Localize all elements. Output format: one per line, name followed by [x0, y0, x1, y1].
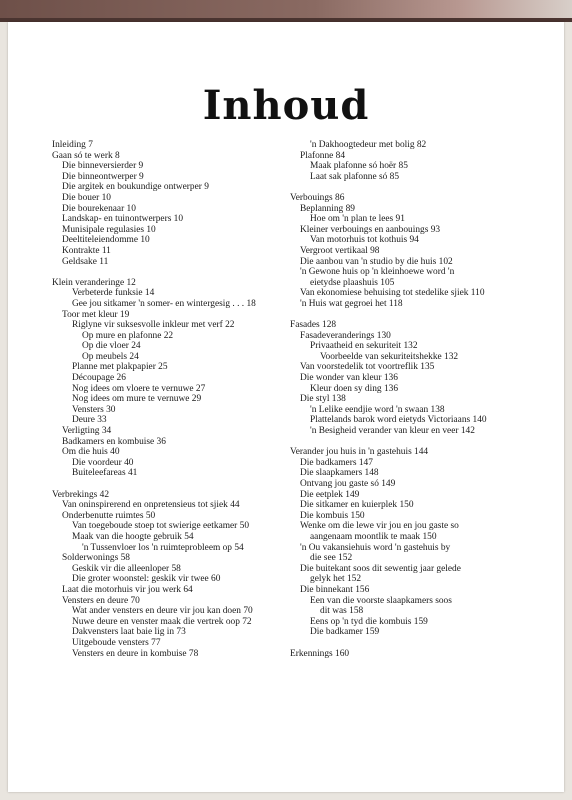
- toc-entry: 'n Tussenvloer los 'n ruimteprobleem op 54: [82, 542, 244, 553]
- toc-entry: Die binneversierder 9: [62, 161, 144, 172]
- toc-entry: Buiteleefareas 41: [72, 468, 138, 479]
- section-gap: [52, 479, 292, 490]
- toc-chapter-entry: Inleiding 7: [52, 140, 93, 150]
- toc-entry: Vensters 30: [72, 404, 116, 415]
- toc-entry: Van voorstedelik tot voortreflik 135: [300, 362, 435, 373]
- toc-entry: Badkamers en kombuise 36: [62, 436, 166, 447]
- section-gap: [290, 638, 530, 649]
- toc-chapter-entry: Verbouings 86: [290, 192, 345, 203]
- toc-entry: Laat die motorhuis vir jou werk 64: [62, 584, 193, 595]
- toc-chapter-entry: Gaan só te werk 8: [52, 150, 120, 161]
- toc-right-column: [290, 140, 530, 659]
- toc-entry: Wat ander vensters en deure vir jou kan doen 70: [72, 606, 253, 617]
- toc-entry: Voorbeelde van sekuriteitshekke 132: [320, 351, 459, 362]
- toc-entry: Fasadeveranderings 130: [300, 330, 391, 341]
- toc-entry: Gee jou sitkamer 'n somer- en wintergesig . . . 18: [72, 298, 256, 309]
- toc-entry: Die badkamer 159: [310, 627, 380, 638]
- toc-entry: 'n Huis wat gegroei het 118: [300, 298, 403, 309]
- toc-entry: 'n Dakhoogtedeur met bolig 82: [310, 140, 427, 150]
- toc-entry: Toor met kleur 19: [62, 309, 130, 320]
- section-gap: [52, 267, 292, 278]
- toc-entry: Laat sak plafonne só 85: [310, 171, 400, 182]
- toc-entry: 'n Ou vakansiehuis word 'n gastehuis by: [300, 542, 451, 553]
- toc-entry: Wenke om die lewe vir jou en jou gaste so: [300, 521, 459, 532]
- toc-entry: Die aanbou van 'n studio by die huis 102: [300, 256, 453, 267]
- toc-entry: Een van die voorste slaapkamers soos: [310, 595, 452, 606]
- toc-chapter-entry: Klein veranderinge 12: [52, 277, 136, 288]
- toc-entry: Op mure en plafonne 22: [82, 330, 174, 341]
- toc-entry: Planne met plakpapier 25: [72, 362, 168, 373]
- toc-entry: die see 152: [310, 553, 353, 564]
- section-gap: [290, 182, 530, 193]
- toc-entry: Die kombuis 150: [300, 510, 365, 521]
- toc-entry: Die badkamers 147: [300, 457, 373, 468]
- toc-entry: Vergroot vertikaal 98: [300, 245, 380, 256]
- toc-entry: 'n Gewone huis op 'n kleinhoewe word 'n: [300, 267, 455, 278]
- toc-chapter-entry: Verbrekings 42: [52, 489, 110, 500]
- scan-top-band: [0, 0, 572, 22]
- book-page: [8, 22, 564, 792]
- toc-entry: Die styl 138: [300, 394, 346, 405]
- toc-entry: Maak van die hoogte gebruik 54: [72, 531, 194, 542]
- toc-entry: Onderbenutte ruimtes 50: [62, 510, 156, 521]
- toc-entry: Beplanning 89: [300, 203, 355, 214]
- toc-entry: Die buitekant soos dit sewentig jaar gelede: [300, 563, 461, 574]
- toc-entry: Die voordeur 40: [72, 457, 134, 468]
- toc-entry: Die sitkamer en kuierplek 150: [300, 500, 414, 511]
- toc-chapter-entry: Verander jou huis in 'n gastehuis 144: [290, 447, 429, 458]
- toc-entry: 'n Lelike eendjie word 'n swaan 138: [310, 404, 445, 415]
- toc-entry: Riglyne vir suksesvolle inkleur met verf 22: [72, 320, 235, 331]
- toc-entry: Kleur doen sy ding 136: [310, 383, 399, 394]
- toc-entry: Landskap- en tuinontwerpers 10: [62, 214, 184, 225]
- toc-entry: Uitgeboude vensters 77: [72, 637, 161, 648]
- page-title: Inhoud: [202, 82, 370, 129]
- toc-entry: Vensters en deure in kombuise 78: [72, 648, 199, 659]
- toc-entry: Van oninspirerend en onpretensieus tot sjiek 44: [62, 500, 240, 511]
- toc-entry: Deure 33: [72, 415, 107, 426]
- toc-entry: Solderwonings 58: [62, 553, 130, 564]
- toc-entry: Die groter woonstel: geskik vir twee 60: [72, 574, 221, 585]
- toc-entry: Die bourekenaar 10: [62, 203, 136, 214]
- toc-entry: Van motorhuis tot kothuis 94: [310, 235, 419, 246]
- toc-entry: Op die vloer 24: [82, 341, 141, 352]
- toc-entry: Kontrakte 11: [62, 245, 111, 256]
- toc-left-column: [52, 140, 292, 659]
- toc-entry: Van ekonomiese behuising tot stedelike sjiek 110: [300, 288, 485, 299]
- toc-entry: Kleiner verbouings en aanbouings 93: [300, 224, 441, 235]
- section-gap: [290, 310, 530, 321]
- toc-entry: Munisipale regulasies 10: [62, 224, 156, 235]
- toc-entry: Om die huis 40: [62, 447, 120, 458]
- toc-entry: Deeltiteleiendomme 10: [62, 235, 150, 246]
- toc-entry: Maak plafonne só hoër 85: [310, 161, 408, 172]
- toc-entry: aangenaam moontlik te maak 150: [310, 531, 437, 542]
- toc-entry: Die slaapkamers 148: [300, 468, 379, 479]
- toc-entry: Hoe om 'n plan te lees 91: [310, 214, 405, 225]
- toc-entry: Nuwe deure en venster maak die vertrek oop 72: [72, 616, 252, 627]
- toc-entry: Découpage 26: [72, 373, 126, 384]
- toc-entry: dit was 158: [320, 606, 364, 617]
- toc-entry: Die bouer 10: [62, 192, 111, 203]
- toc-entry: Dakvensters laat baie lig in 73: [72, 627, 186, 638]
- toc-entry: Plattelands barok word eietyds Victoriaans 140: [310, 415, 487, 426]
- toc-entry: Geldsake 11: [62, 256, 109, 267]
- section-gap: [290, 437, 530, 448]
- toc-entry: Ontvang jou gaste só 149: [300, 479, 396, 489]
- toc-chapter-entry: Erkennings 160: [290, 648, 350, 659]
- toc-entry: Die wonder van kleur 136: [300, 373, 398, 384]
- toc-entry: Privaatheid en sekuriteit 132: [310, 341, 418, 352]
- toc-entry: Op meubels 24: [82, 351, 139, 362]
- toc-entry: 'n Besigheid verander van kleur en veer 142: [310, 426, 475, 437]
- toc-entry: eietydse plaashuis 105: [310, 277, 395, 288]
- toc-entry: Van toegeboude stoep tot swierige eetkamer 50: [72, 521, 250, 532]
- toc-entry: Die eetplek 149: [300, 489, 360, 500]
- toc-entry: Nog idees om mure te vernuwe 29: [72, 394, 202, 405]
- toc-entry: Nog idees om vloere te vernuwe 27: [72, 383, 206, 394]
- toc-entry: Die argitek en boukundige ontwerper 9: [62, 182, 209, 193]
- toc-entry: Die binneontwerper 9: [62, 171, 144, 182]
- toc-entry: Die binnekant 156: [300, 584, 370, 595]
- toc-entry: Plafonne 84: [300, 150, 346, 161]
- toc-entry: Verbeterde funksie 14: [72, 288, 155, 299]
- toc-entry: Eens op 'n tyd die kombuis 159: [310, 616, 428, 627]
- toc-entry: Verligting 34: [62, 426, 112, 437]
- toc-entry: Vensters en deure 70: [62, 595, 140, 606]
- toc-entry: gelyk het 152: [310, 574, 362, 585]
- toc-chapter-entry: Fasades 128: [290, 320, 337, 331]
- toc-entry: Geskik vir die alleenloper 58: [72, 563, 181, 574]
